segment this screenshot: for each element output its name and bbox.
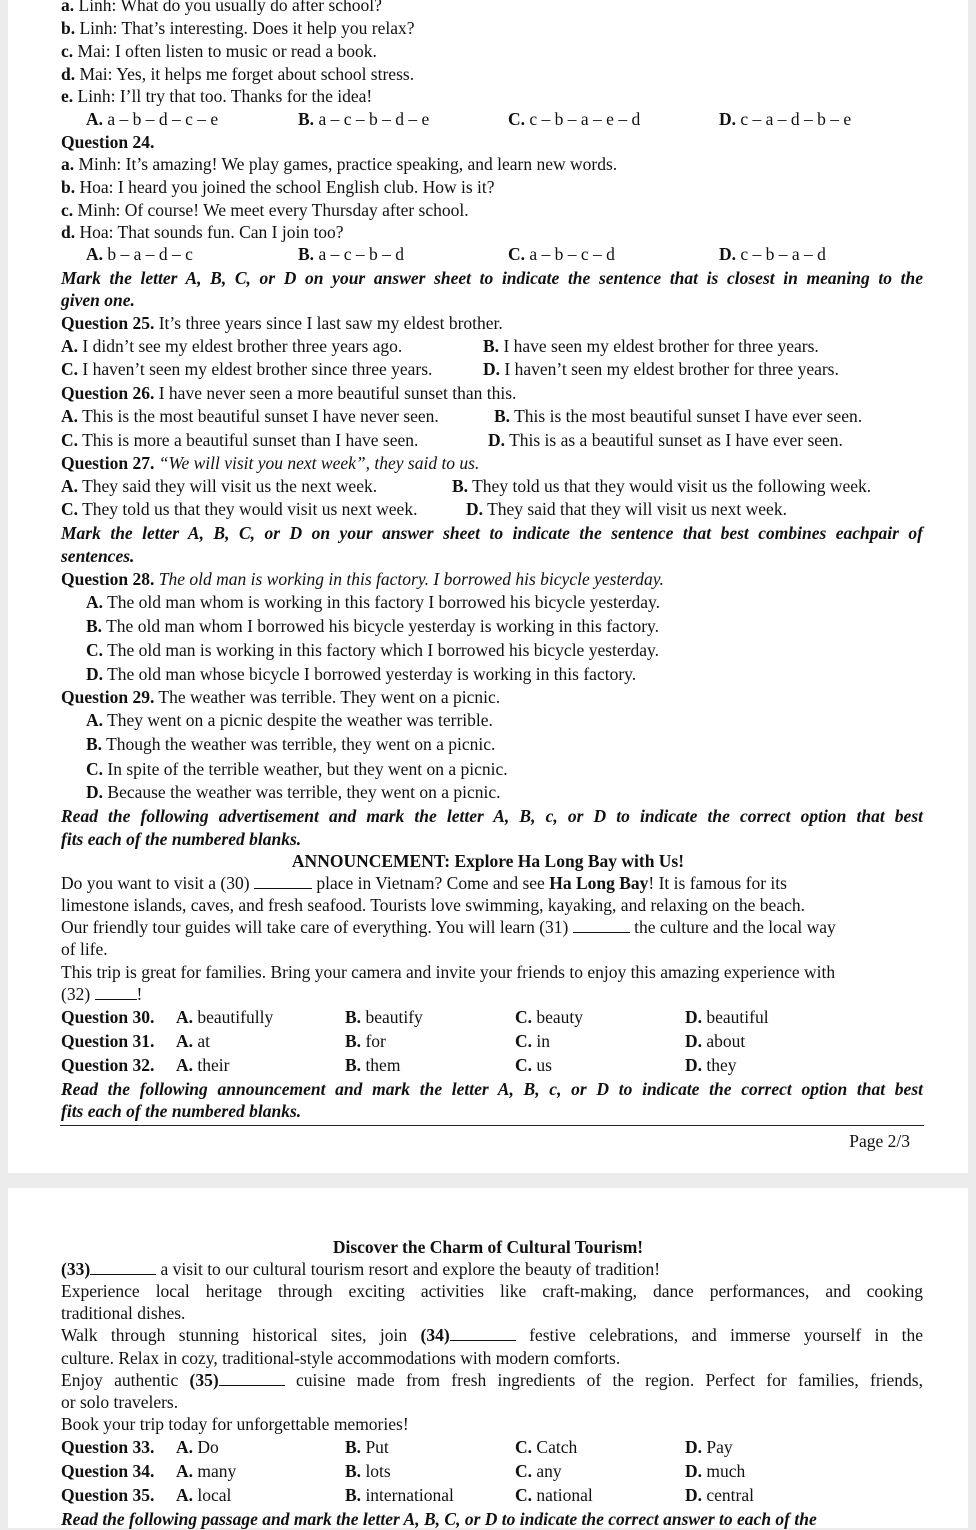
exam-page-2 (8, 0, 968, 1173)
option-c: C. This is more a beautiful sunset than I have seen. (61, 430, 419, 450)
section-instruction: Read the following advertisement and mark the letter A, B, c, or D to indicate the correct option that best (61, 806, 923, 826)
passage-line: traditional dishes. (61, 1303, 186, 1323)
question-label: Question 35. (61, 1485, 155, 1505)
advertisement-title: ANNOUNCEMENT: Explore Ha Long Bay with Us! (291, 851, 685, 871)
dialogue-line: c. Mai: I often listen to music or read a book. (61, 41, 377, 61)
option-b: B. The old man whom I borrowed his bicycle yesterday is working in this factory. (86, 616, 660, 636)
page-number: Page 2/3 (849, 1131, 910, 1151)
option-d: D. c – a – d – b – e (719, 109, 852, 129)
passage-line: Our friendly tour guides will take care of everything. You will learn (31) the culture and the local way (61, 917, 836, 937)
dialogue-line: a. Linh: What do you usually do after school? (61, 0, 382, 15)
option-d: D. Because the weather was terrible, they went on a picnic. (86, 782, 501, 802)
passage-line: Walk through stunning historical sites, join (34) festive celebrations, and immerse yourself in the (61, 1325, 923, 1345)
passage-line: of life. (61, 939, 108, 959)
question-stem: Question 28. The old man is working in this factory. I borrowed his bicycle yesterday. (61, 569, 664, 589)
option-c: C. national (515, 1485, 593, 1505)
blank-30[interactable] (254, 874, 312, 889)
option-a: A. Do (176, 1437, 219, 1457)
passage-line: culture. Relax in cozy, traditional-style accommodations with modern comforts. (61, 1348, 621, 1368)
option-a: A. This is the most beautiful sunset I have never seen. (61, 406, 439, 426)
option-b: B. them (345, 1055, 401, 1075)
passage-line: This trip is great for families. Bring your camera and invite your friends to enjoy this amazing experience with (61, 962, 836, 982)
option-b: B. Put (345, 1437, 389, 1457)
option-d: D. much (685, 1461, 746, 1481)
question-label: Question 31. (61, 1031, 155, 1051)
option-c: C. I haven’t seen my eldest brother since three years. (61, 359, 433, 379)
option-a: A. local (176, 1485, 232, 1505)
dialogue-line: b. Hoa: I heard you joined the school English club. How is it? (61, 177, 495, 197)
option-c: C. any (515, 1461, 562, 1481)
option-b: B. beautify (345, 1007, 423, 1027)
passage-line: (32) ! (61, 984, 143, 1004)
passage-line: Enjoy authentic (35) cuisine made from fresh ingredients of the region. Perfect for families, friends, (61, 1370, 923, 1390)
question-stem: Question 29. The weather was terrible. They went on a picnic. (61, 687, 501, 707)
section-instruction: sentences. (61, 546, 135, 566)
option-a: A. their (176, 1055, 230, 1075)
passage-line: Experience local heritage through exciting activities like craft-making, dance performances, and cooking (61, 1281, 923, 1301)
dialogue-line: b. Linh: That’s interesting. Does it help you relax? (61, 18, 415, 38)
question-stem: Question 26. I have never seen a more beautiful sunset than this. (61, 383, 517, 403)
question-label: Question 32. (61, 1055, 155, 1075)
option-b: B. international (345, 1485, 454, 1505)
option-a: A. a – b – d – c – e (86, 109, 219, 129)
passage-line: (33) a visit to our cultural tourism resort and explore the beauty of tradition! (61, 1259, 661, 1279)
option-c: C. In spite of the terrible weather, but they went on a picnic. (86, 759, 508, 779)
option-b: B. Though the weather was terrible, they went on a picnic. (86, 734, 496, 754)
option-b: B. a – c – b – d – e (298, 109, 430, 129)
section-instruction: Mark the letter A, B, C, or D on your answer sheet to indicate the sentence that best combines eachpair of (61, 523, 923, 543)
option-c: C. in (515, 1031, 551, 1051)
question-label: Question 24. (61, 132, 155, 152)
option-d: D. central (685, 1485, 754, 1505)
passage-line: Book your trip today for unforgettable memories! (61, 1414, 409, 1434)
question-stem: Question 27. “We will visit you next week”, they said to us. (61, 453, 480, 473)
option-b: B. This is the most beautiful sunset I have ever seen. (494, 406, 863, 426)
dialogue-line: e. Linh: I’ll try that too. Thanks for the idea! (61, 86, 373, 106)
option-c: C. c – b – a – e – d (508, 109, 641, 129)
option-d: D. beautiful (685, 1007, 769, 1027)
question-stem: Question 25. It’s three years since I last saw my eldest brother. (61, 313, 503, 333)
dialogue-line: d. Hoa: That sounds fun. Can I join too? (61, 222, 344, 242)
exam-page-3 (8, 1188, 968, 1528)
option-c: C. us (515, 1055, 552, 1075)
option-a: A. b – a – d – c (86, 244, 193, 264)
page-divider (60, 1125, 924, 1126)
option-d: D. c – b – a – d (719, 244, 826, 264)
section-instruction: Mark the letter A, B, C, or D on your answer sheet to indicate the sentence that is closest in meaning to the (61, 268, 923, 288)
option-d: D. about (685, 1031, 746, 1051)
option-a: A. They went on a picnic despite the weather was terrible. (86, 710, 493, 730)
blank-33[interactable] (90, 1260, 156, 1275)
option-c: C. They told us that they would visit us next week. (61, 499, 418, 519)
passage-line: or solo travelers. (61, 1392, 179, 1412)
option-c: C. The old man is working in this factory which I borrowed his bicycle yesterday. (86, 640, 659, 660)
option-d: D. They said that they will visit us next week. (466, 499, 787, 519)
passage-line: Do you want to visit a (30) place in Vietnam? Come and see Ha Long Bay! It is famous for its (61, 873, 787, 893)
option-b: B. lots (345, 1461, 391, 1481)
section-instruction: Read the following announcement and mark the letter A, B, c, or D to indicate the correct option that best (61, 1079, 923, 1099)
option-c: C. a – b – c – d (508, 244, 615, 264)
dialogue-line: c. Minh: Of course! We meet every Thursday after school. (61, 200, 469, 220)
section-instruction: fits each of the numbered blanks. (61, 829, 302, 849)
blank-31[interactable] (573, 918, 630, 933)
option-b: B. They told us that they would visit us the following week. (452, 476, 872, 496)
section-instruction: Read the following passage and mark the letter A, B, C, or D to indicate the correct answer to each of the (61, 1509, 817, 1529)
option-b: B. I have seen my eldest brother for three years. (483, 336, 819, 356)
option-d: D. The old man whose bicycle I borrowed yesterday is working in this factory. (86, 664, 637, 684)
option-a: A. beautifully (176, 1007, 274, 1027)
option-d: D. This is as a beautiful sunset as I have ever seen. (488, 430, 843, 450)
option-d: D. Pay (685, 1437, 733, 1457)
option-a: A. The old man whom is working in this factory I borrowed his bicycle yesterday. (86, 592, 660, 612)
option-c: C. beauty (515, 1007, 584, 1027)
option-b: B. for (345, 1031, 386, 1051)
option-b: B. a – c – b – d (298, 244, 404, 264)
blank-34[interactable] (450, 1326, 516, 1341)
announcement-title: Discover the Charm of Cultural Tourism! (332, 1237, 644, 1257)
blank-32[interactable] (95, 985, 137, 1000)
dialogue-line: a. Minh: It’s amazing! We play games, practice speaking, and learn new words. (61, 154, 618, 174)
question-label: Question 34. (61, 1461, 155, 1481)
passage-line: limestone islands, caves, and fresh seafood. Tourists love swimming, kayaking, and relaxing on the beach. (61, 895, 805, 915)
option-a: A. I didn’t see my eldest brother three years ago. (61, 336, 403, 356)
section-instruction: given one. (61, 290, 135, 310)
option-a: A. They said they will visit us the next week. (61, 476, 378, 496)
blank-35[interactable] (219, 1371, 285, 1386)
section-instruction: fits each of the numbered blanks. (61, 1101, 302, 1121)
question-label: Question 33. (61, 1437, 155, 1457)
option-c: C. Catch (515, 1437, 578, 1457)
option-d: D. they (685, 1055, 737, 1075)
question-label: Question 30. (61, 1007, 155, 1027)
option-a: A. at (176, 1031, 211, 1051)
option-a: A. many (176, 1461, 237, 1481)
option-d: D. I haven’t seen my eldest brother for three years. (483, 359, 839, 379)
dialogue-line: d. Mai: Yes, it helps me forget about school stress. (61, 64, 415, 84)
